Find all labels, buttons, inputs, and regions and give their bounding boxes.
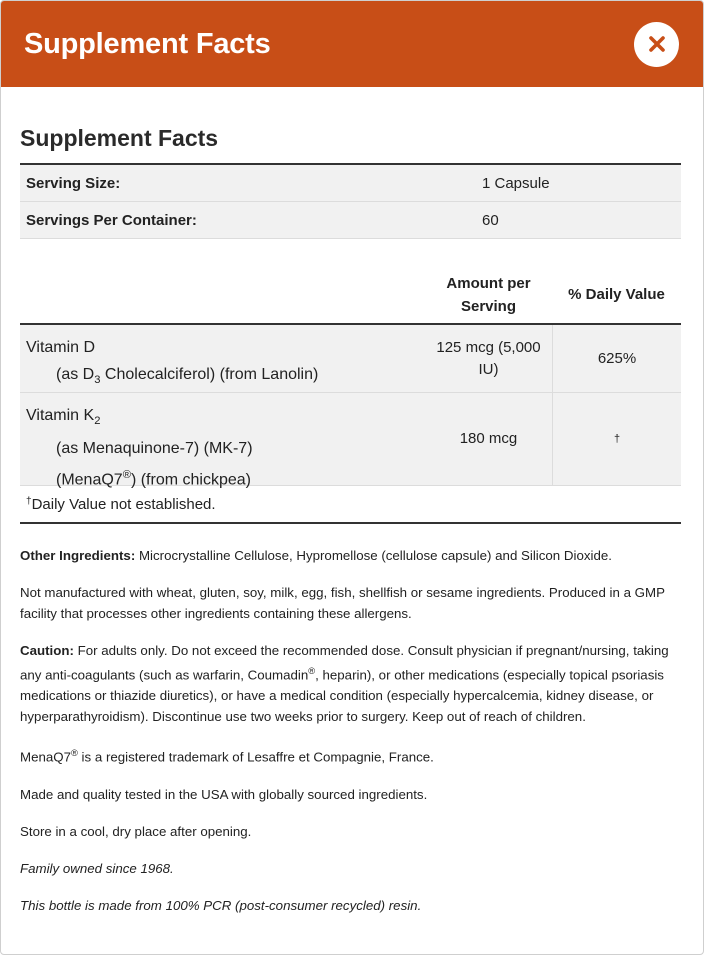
other-ingredients: Other Ingredients: Microcrystalline Cellulose, Hypromellose (cellulose capsule) and Silicon Dioxide. [20, 548, 612, 563]
nutrient-name: Vitamin $K_2$ [26, 407, 101, 428]
nutrient-name-cell [20, 393, 425, 489]
header-amount-line1: Amount per [446, 275, 531, 292]
nutrient-row-vitamin-k2 [20, 393, 681, 489]
serving-size-row [20, 165, 681, 202]
nutrient-table-header [20, 265, 681, 325]
servings-per-container-row [20, 202, 681, 239]
nutrient-table [20, 265, 681, 524]
storage-statement: Store in a cool, dry place after opening. [20, 823, 252, 839]
close-button[interactable] [634, 22, 679, 67]
close-icon [648, 35, 666, 53]
modal-title: Supplement Facts [24, 27, 271, 60]
nutrient-detail-line1: (as Menaquinone-7) (MK-7) [56, 440, 253, 458]
header-daily-value: % Daily Value [568, 285, 665, 303]
serving-size-value: 1 Capsule [482, 174, 550, 192]
allergen-statement: Not manufactured with wheat, gluten, soy, milk, egg, fish, shellfish or sesame ingredients. Produced in a GMP facility that processes other ingredients containing these allergens. [20, 585, 665, 621]
serving-size-label: Serving Size: [26, 174, 121, 192]
supplement-facts-title: Supplement Facts [20, 125, 219, 151]
nutrient-detail: (as $D_3$ Cholecalciferol) (from Lanolin) [56, 366, 319, 387]
bottle-statement: This bottle is made from 100% PCR (post-consumer recycled) resin. [20, 897, 422, 913]
serving-table [20, 163, 681, 239]
nutrient-amount: 180 mcg [459, 430, 518, 447]
servings-per-container-label: Servings Per Container: [26, 211, 197, 229]
dagger-symbol: † [26, 495, 32, 507]
family-owned-statement: Family owned since 1968. [20, 860, 174, 876]
nutrient-name: Vitamin D [26, 339, 96, 356]
nutrient-daily-value: 625% [552, 325, 681, 392]
nutrient-daily-value: † [552, 393, 681, 485]
footnote-text: Daily Value not established. [31, 495, 216, 513]
product-info [20, 545, 681, 916]
trademark-statement: MenaQ7® is a registered trademark of Lesaffre et Compagnie, France. [20, 748, 434, 765]
made-in-statement: Made and quality tested in the USA with globally sourced ingredients. [20, 786, 428, 802]
header-amount-line2: Serving [460, 298, 517, 315]
header-nutrient-column [20, 265, 425, 323]
nutrient-row-vitamin-d [20, 325, 681, 393]
caution-statement: Caution: For adults only. Do not exceed the recommended dose. Consult physician if pregnant/nursing, taking any anti-coagulants (such as warfarin, Coumadin®, heparin), or other medications (especially topical psoriasis medications or thiazide diuretics), or have a medical condition (especially hypercalcemia, kidney disease, or hyperparathyroidism). Discontinue use two weeks prior to surgery. Keep out of reach of children. [20, 643, 669, 725]
nutrient-detail-line2: (MenaQ7®) (from chickpea) [56, 469, 251, 489]
modal-body [1, 125, 703, 916]
nutrient-name-cell [20, 325, 425, 392]
servings-per-container-value: 60 [482, 211, 499, 229]
nutrient-amount: 125 mcg (5,000 IU) [436, 338, 541, 378]
header-amount-per-serving [425, 265, 552, 323]
modal-header [1, 1, 703, 87]
